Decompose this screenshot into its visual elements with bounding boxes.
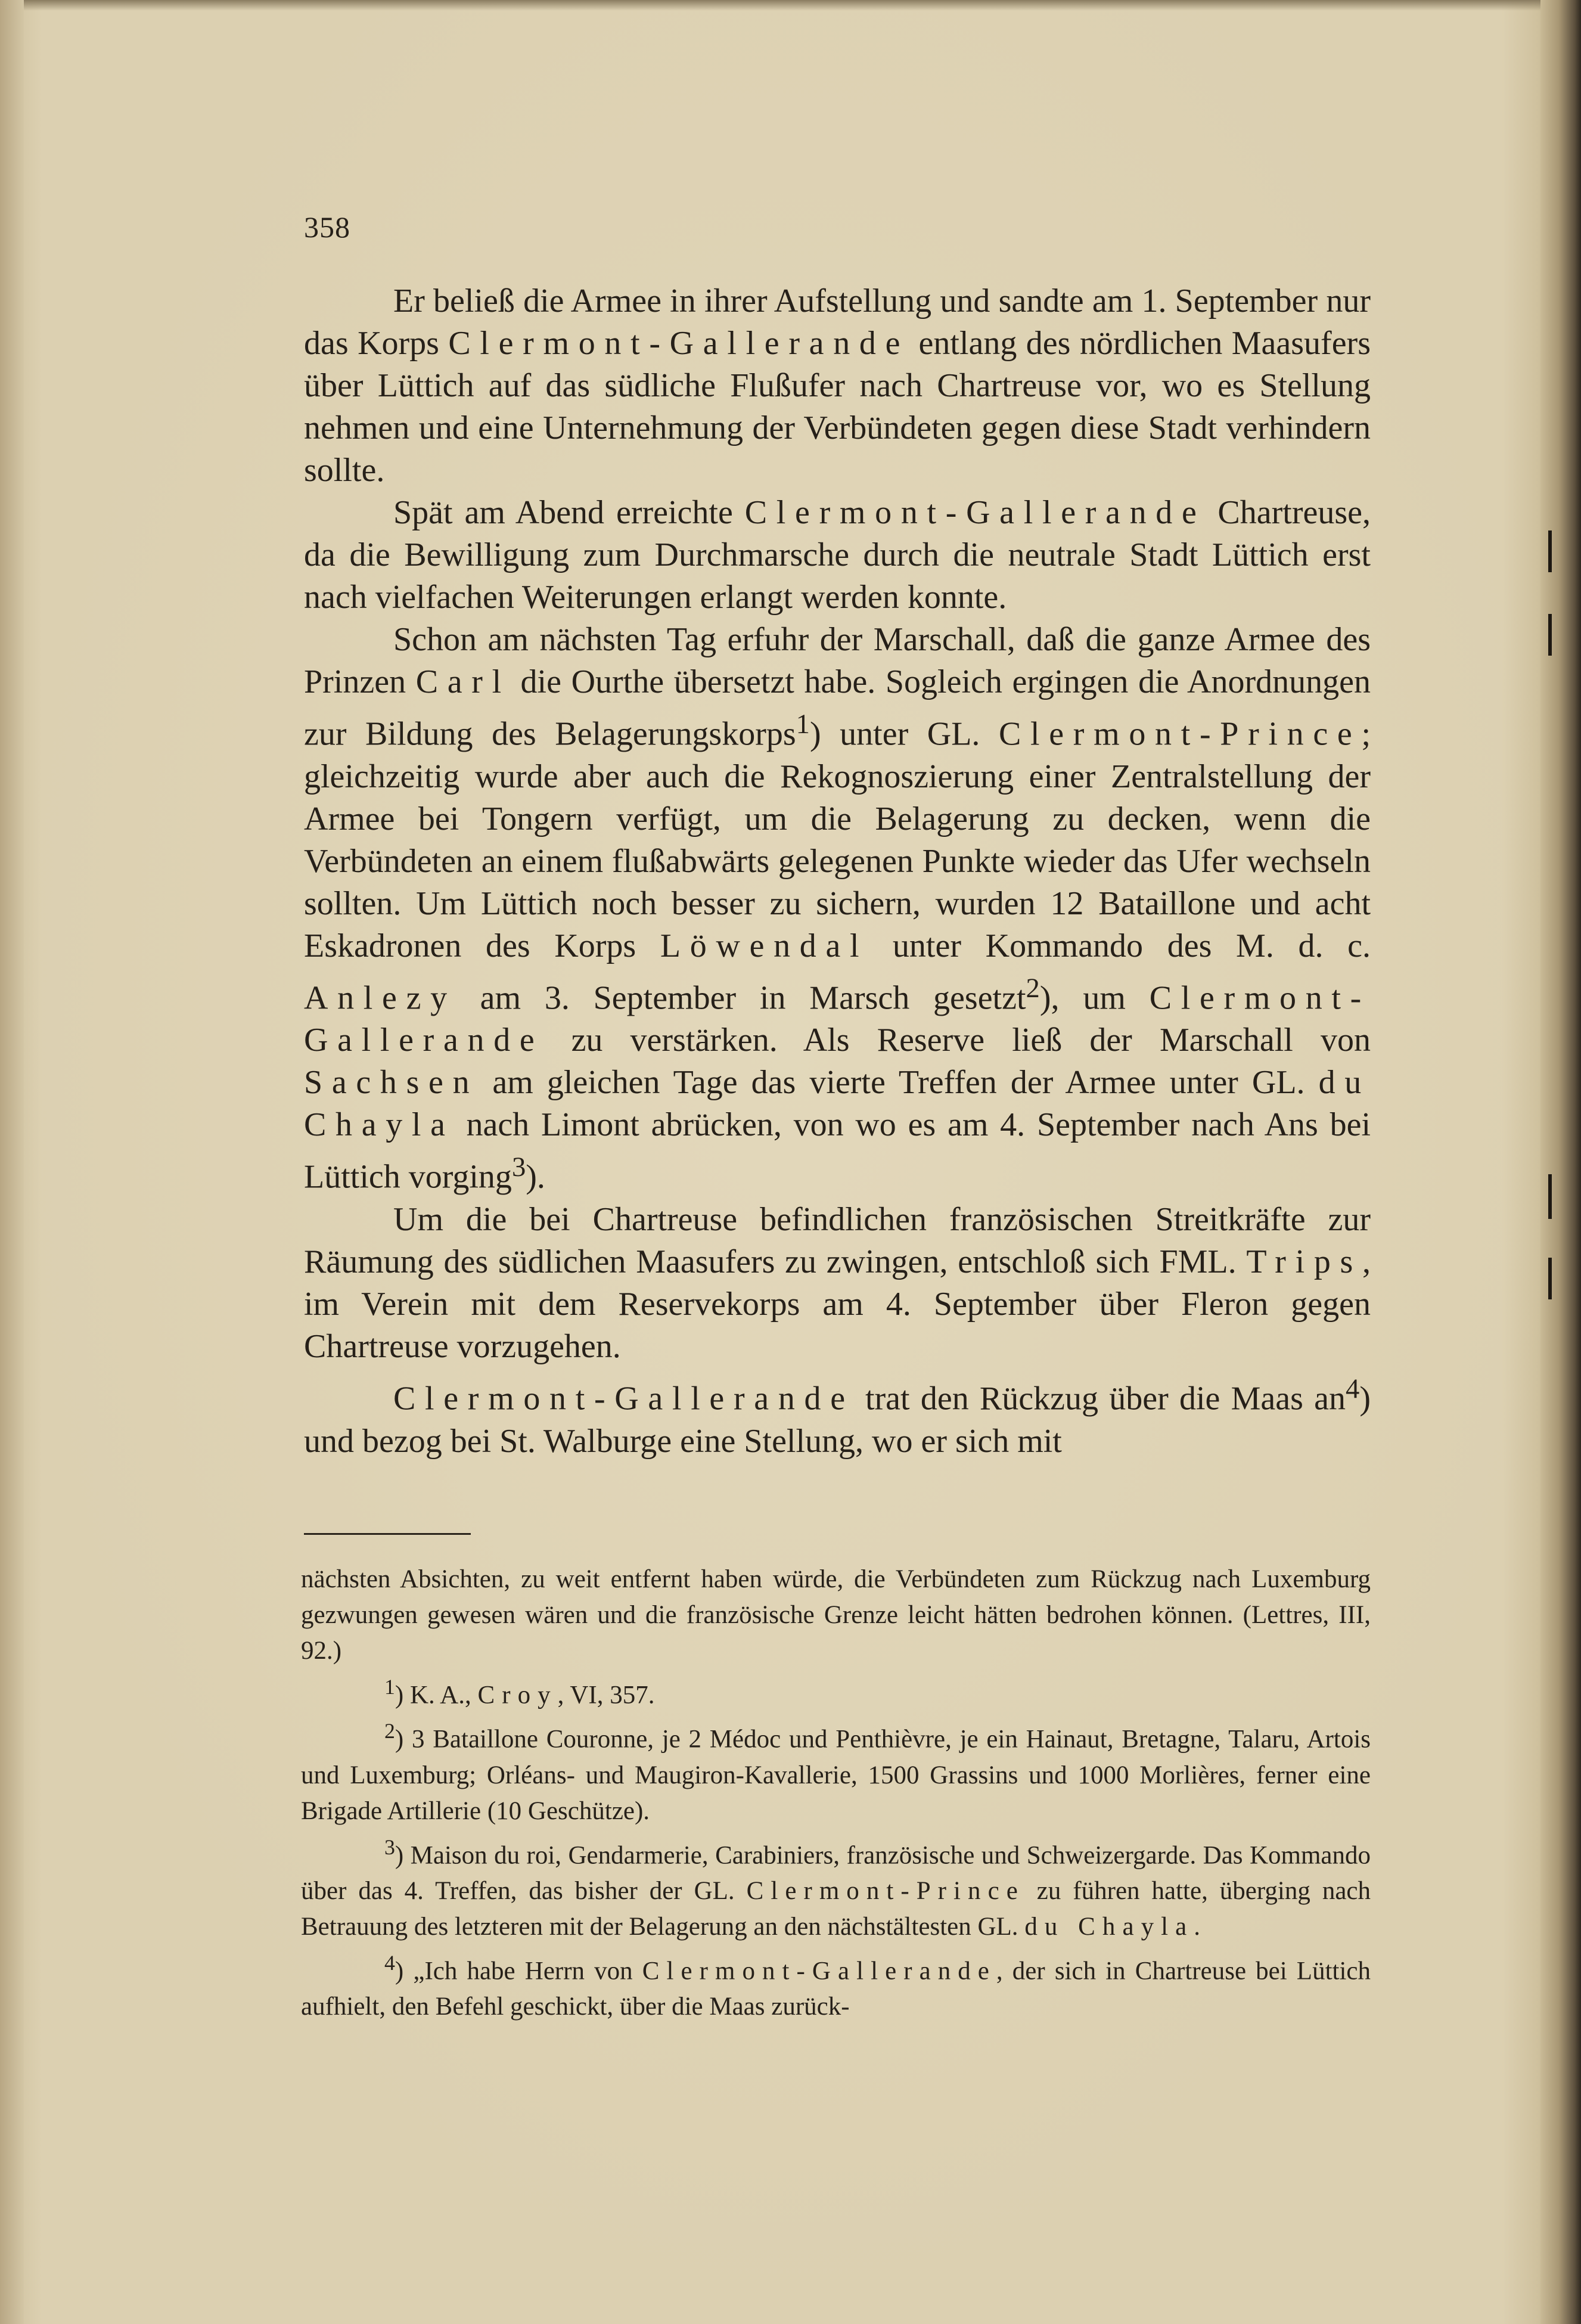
spaced-name: Clermont-Prince [746, 1876, 1025, 1905]
text-run: zu verstärken. Als Reserve ließ der Marschall von [543, 1022, 1371, 1059]
spaced-name: du Chayla [304, 1064, 1371, 1144]
main-text [304, 280, 1371, 1463]
spaced-name: Croy [477, 1681, 558, 1709]
footnote [301, 1829, 1371, 1945]
footnote-ref: 1 [384, 1675, 395, 1699]
footnote [301, 1562, 1371, 1669]
binding-mark [1548, 614, 1552, 656]
binding-mark [1548, 1258, 1552, 1299]
text-run: ; gleichzeitig wurde aber auch die Rekognoszierung einer Zentralstellung der Armee bei Tongern verfügt, um die Belagerung zu decken, wenn die Verbündeten an einem flußabwärts gelegenen Punkte wieder das Ufer wechseln sollten. Um Lüttich noch besser zu sichern, wurden 12 Bataillone und acht Eskadronen des Korps [304, 715, 1371, 964]
binding-mark [1548, 1174, 1552, 1219]
text-run: nächsten Absichten, zu weit entfernt haben würde, die Verbündeten zum Rückzug nach Luxemburg gezwungen gewesen wären und die französische Grenze leicht hätten bedrohen können. (Lettres, III, 92.) [301, 1565, 1371, 1665]
text-run: ). [526, 1158, 545, 1196]
text-run: , der sich in Chartreuse bei Lüttich aufhielt, den Befehl geschickt, über die Maas zurück- [301, 1957, 1371, 2021]
text-run: , VI, 357. [557, 1681, 655, 1709]
text-run: Schon am nächsten Tag erfuhr der Marschall, daß die ganze Armee des Prinzen [304, 621, 1371, 700]
text-run: ) unter GL. [809, 715, 999, 753]
text-run: Chartreuse, da die Bewilligung zum Durchmarsche durch die neutrale Stadt Lüttich erst nach vielfachen Weiterungen erlangt werden konnte. [304, 494, 1371, 616]
spaced-name: Anlezy [304, 979, 456, 1017]
spaced-name: Clermont-Prince [998, 715, 1362, 753]
spaced-name: Trips [1246, 1243, 1362, 1280]
footnote-separator [304, 1533, 471, 1535]
text-run: ) Maison du roi, Gendarmerie, Carabiniers, französische und Schweizergarde. Das Kommando über das 4. Treffen, das bisher der GL. [301, 1841, 1371, 1905]
paragraph [304, 619, 1371, 1199]
footnote-ref: 4 [384, 1950, 395, 1975]
paragraph [304, 1368, 1371, 1463]
text-run: ) 3 Bataillone Couronne, je 2 Médoc und Penthièvre, je ein Hainaut, Bretagne, Talaru, Artois und Luxemburg; Orléans- und Maugiron-Kavallerie, 1500 Grassins und 1000 Morlières, ferner eine Brigade Artillerie (10 Geschütze). [301, 1725, 1371, 1825]
spaced-name: Carl [415, 663, 511, 700]
spaced-name: Sachsen [304, 1064, 479, 1102]
page-left-edge [0, 0, 24, 2324]
spaced-name: Clermont-Gallerande [744, 494, 1206, 531]
text-run: ) „Ich habe Herrn von [395, 1957, 642, 1985]
spaced-name: Clermont-Gallerande [304, 979, 1371, 1059]
text-run: ) K. A., [395, 1681, 478, 1709]
footnote [301, 1945, 1371, 2025]
paragraph [304, 1199, 1371, 1368]
text-run: unter Kommando des M. d. c. [868, 927, 1371, 964]
page-top-shadow [0, 0, 1581, 11]
text-run: ) und bezog bei St. Walburge eine Stellung, wo er sich mit [304, 1380, 1371, 1460]
paragraph [304, 492, 1371, 619]
binding-mark [1548, 530, 1552, 572]
footnotes [301, 1562, 1371, 2025]
spaced-name: Clermont-Gallerande [393, 1380, 855, 1417]
text-run: am gleichen Tage das vierte Treffen der Armee unter GL. [479, 1064, 1319, 1102]
text-run: entlang des nördlichen Maasufers über Lüttich auf das südliche Flußufer nach Chartreuse vor, wo es Stellung nehmen und eine Unternehmung der Verbündeten gegen diese Stadt verhindern sollte. [304, 325, 1371, 489]
page-binding-edge [1540, 0, 1581, 2324]
text-run: Um die bei Chartreuse befindlichen französischen Streitkräfte zur Räumung des südlichen Maasufers zu zwingen, entschloß sich FML. [304, 1200, 1371, 1280]
footnote-ref: 2 [1026, 972, 1040, 1004]
footnote [301, 1713, 1371, 1829]
text-run: die Ourthe übersetzt habe. Sogleich ergingen die Anordnungen zur Bildung des Belagerungskorps [304, 663, 1371, 753]
text-run: Er beließ die Armee in ihrer Aufstellung und sandte am 1. September nur das Korps [304, 283, 1371, 362]
spaced-name: Clermont-Gallerande [448, 325, 910, 362]
spaced-name: Clermont-Gallerande [642, 1957, 996, 1985]
footnote-ref: 4 [1346, 1373, 1360, 1404]
spaced-name: Löwendal [660, 927, 869, 964]
text-run: ), um [1039, 979, 1150, 1017]
footnote-ref: 3 [511, 1152, 526, 1183]
footnote [301, 1669, 1371, 1713]
text-run: Spät am Abend erreichte [393, 494, 745, 531]
text-run: nach Limont abrücken, von wo es am 4. September nach Ans bei Lüttich vorging [304, 1106, 1371, 1196]
page-number: 358 [304, 210, 350, 244]
text-run: zu führen hatte, überging nach Betrauung des letzteren mit der Belagerung an den nächstältesten GL. [301, 1876, 1371, 1941]
footnote-ref: 1 [796, 709, 810, 740]
text-run: trat den Rückzug über die Maas an [854, 1380, 1346, 1417]
footnote-ref: 3 [384, 1835, 395, 1859]
footnote-ref: 2 [384, 1719, 395, 1743]
text-run: am 3. September in Marsch gesetzt [456, 979, 1026, 1017]
paragraph [304, 280, 1371, 492]
text-run: , im Verein mit dem Reservekorps am 4. September über Fleron gegen Chartreuse vorzugehen. [304, 1243, 1371, 1365]
text-run: . [1194, 1912, 1200, 1941]
spaced-name: du Chayla [1024, 1912, 1194, 1941]
